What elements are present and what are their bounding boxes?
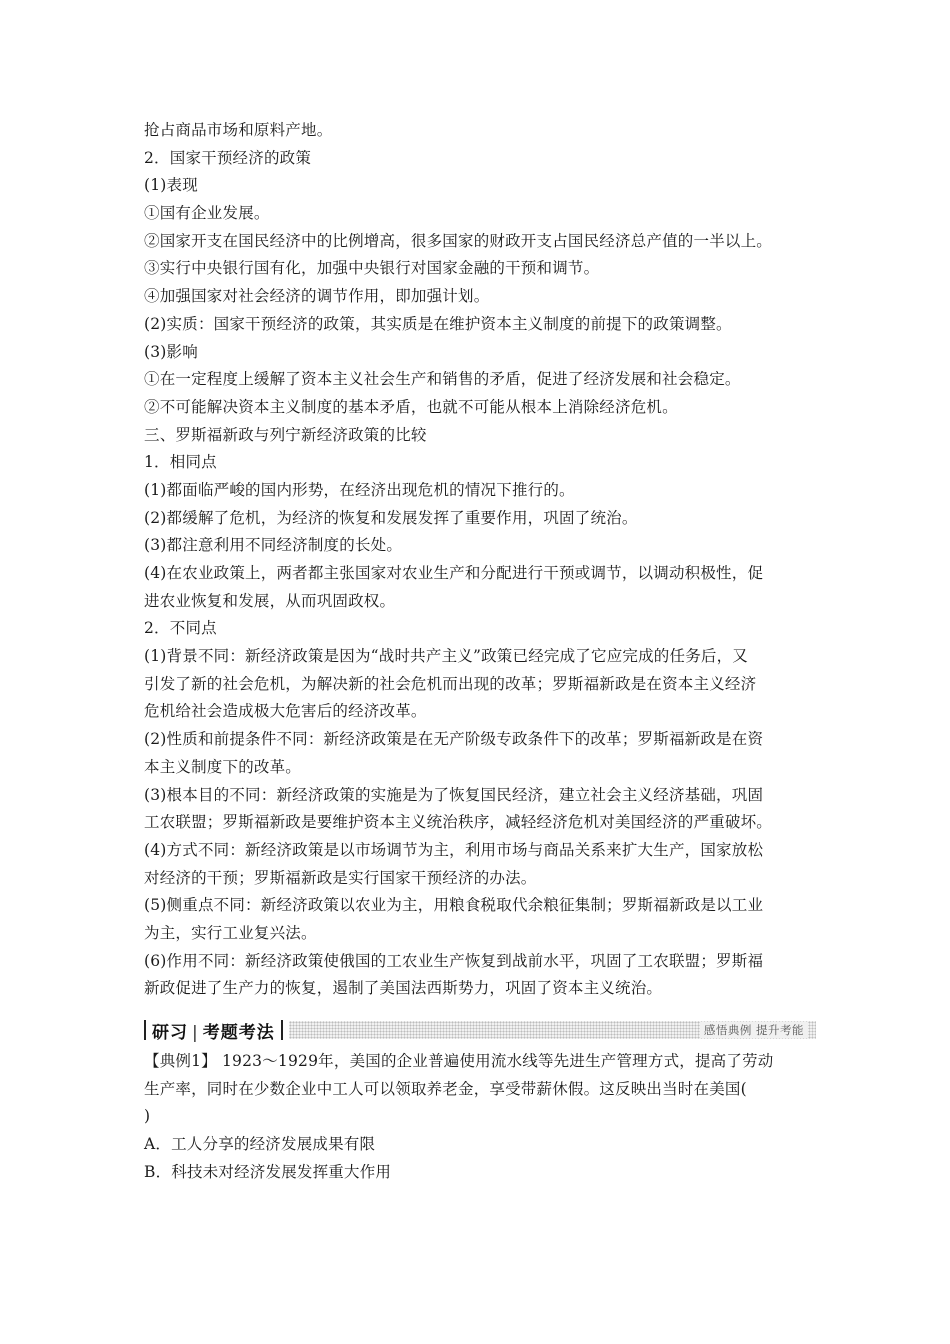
- text-line: ③实行中央银行国有化，加强中央银行对国家金融的干预和调节。: [144, 259, 600, 278]
- text-line: (3)都注意利用不同经济制度的长处。: [144, 536, 403, 555]
- banner-bar-right: [281, 1020, 283, 1040]
- text-line: (2)实质：国家干预经济的政策，其实质是在维护资本主义制度的前提下的政策调整。: [144, 314, 732, 333]
- text-line: 生产率，同时在少数企业中工人可以领取养老金，享受带薪休假。这反映出当时在美国(: [144, 1079, 747, 1098]
- banner-divider: |: [192, 1022, 199, 1043]
- text-line: 危机给社会造成极大危害后的经济改革。: [144, 702, 427, 721]
- text-line: 为主，实行工业复兴法。: [144, 923, 317, 942]
- text-line: 2．国家干预经济的政策: [144, 148, 312, 167]
- text-line: (3)根本目的不同：新经济政策的实施是为了恢复国民经济，建立社会主义经济基础，巩固: [144, 785, 764, 804]
- text-line: ④加强国家对社会经济的调节作用，即加强计划。: [144, 287, 490, 306]
- text-line: (6)作用不同：新经济政策使俄国的工农业生产恢复到战前水平，巩固了工农联盟；罗斯福: [144, 951, 764, 970]
- text-line: 【典例1】 1923～1929年，美国的企业普遍使用流水线等先进生产管理方式，提高了劳动: [144, 1052, 774, 1070]
- text-line: (2)都缓解了危机，为经济的恢复和发展发挥了重要作用，巩固了统治。: [144, 508, 638, 527]
- text-line: (5)侧重点不同：新经济政策以农业为主，用粮食税取代余粮征集制；罗斯福新政是以工业: [144, 896, 764, 915]
- text-line: 抢占商品市场和原料产地。: [144, 121, 333, 139]
- text-line: (4)在农业政策上，两者都主张国家对农业生产和分配进行干预或调节，以调动积极性，促: [144, 564, 764, 582]
- text-line: 本主义制度下的改革。: [144, 757, 302, 776]
- section-text-top: [144, 117, 824, 1003]
- text-line: 2．不同点: [144, 619, 217, 638]
- banner-title-left: 研习: [152, 1022, 188, 1043]
- text-line: 对经济的干预；罗斯福新政是实行国家干预经济的办法。: [144, 868, 537, 887]
- text-line: 工农联盟；罗斯福新政是要维护资本主义统治秩序，减轻经济危机对美国经济的严重破坏。: [144, 813, 773, 832]
- text-line: 三、罗斯福新政与列宁新经济政策的比较: [144, 425, 427, 444]
- text-line: A．工人分享的经济发展成果有限: [144, 1135, 376, 1154]
- banner-title-right: 考题考法: [202, 1022, 275, 1043]
- section-banner-row: [144, 1016, 824, 1046]
- text-line: (2)性质和前提条件不同：新经济政策是在无产阶级专政条件下的改革；罗斯福新政是在资: [144, 730, 764, 749]
- text-line: (1)背景不同：新经济政策是因为“战时共产主义”政策已经完成了它应完成的任务后，又: [144, 647, 749, 666]
- banner-subtitle: 感悟典例 提升考能: [700, 1022, 808, 1038]
- text-line: 1．相同点: [144, 453, 217, 472]
- text-line: ①国有企业发展。: [144, 204, 270, 223]
- text-line: (1)表现: [144, 176, 198, 195]
- text-line: (1)都面临严峻的国内形势，在经济出现危机的情况下推行的。: [144, 480, 575, 499]
- text-line: B．科技未对经济发展发挥重大作用: [144, 1162, 392, 1181]
- text-line: ②国家开支在国民经济中的比例增高，很多国家的财政开支占国民经济总产值的一半以上。: [144, 231, 773, 250]
- text-line: ): [144, 1107, 151, 1126]
- section-banner: [144, 1018, 816, 1042]
- text-line: (3)影响: [144, 342, 198, 361]
- text-line: 新政促进了生产力的恢复，遏制了美国法西斯势力，巩固了资本主义统治。: [144, 979, 663, 998]
- text-line: 进农业恢复和发展，从而巩固政权。: [144, 591, 396, 610]
- section-text-bottom: [144, 1048, 824, 1186]
- text-line: 引发了新的社会危机，为解决新的社会危机而出现的改革；罗斯福新政是在资本主义经济: [144, 674, 757, 693]
- banner-dotted-fill: [289, 1021, 816, 1039]
- text-line: ①在一定程度上缓解了资本主义社会生产和销售的矛盾，促进了经济发展和社会稳定。: [144, 370, 741, 389]
- document-body: [144, 117, 824, 1186]
- banner-title: [146, 1018, 281, 1043]
- text-line: ②不可能解决资本主义制度的基本矛盾，也就不可能从根本上消除经济危机。: [144, 397, 678, 416]
- text-line: (4)方式不同：新经济政策是以市场调节为主，利用市场与商品关系来扩大生产，国家放松: [144, 840, 764, 859]
